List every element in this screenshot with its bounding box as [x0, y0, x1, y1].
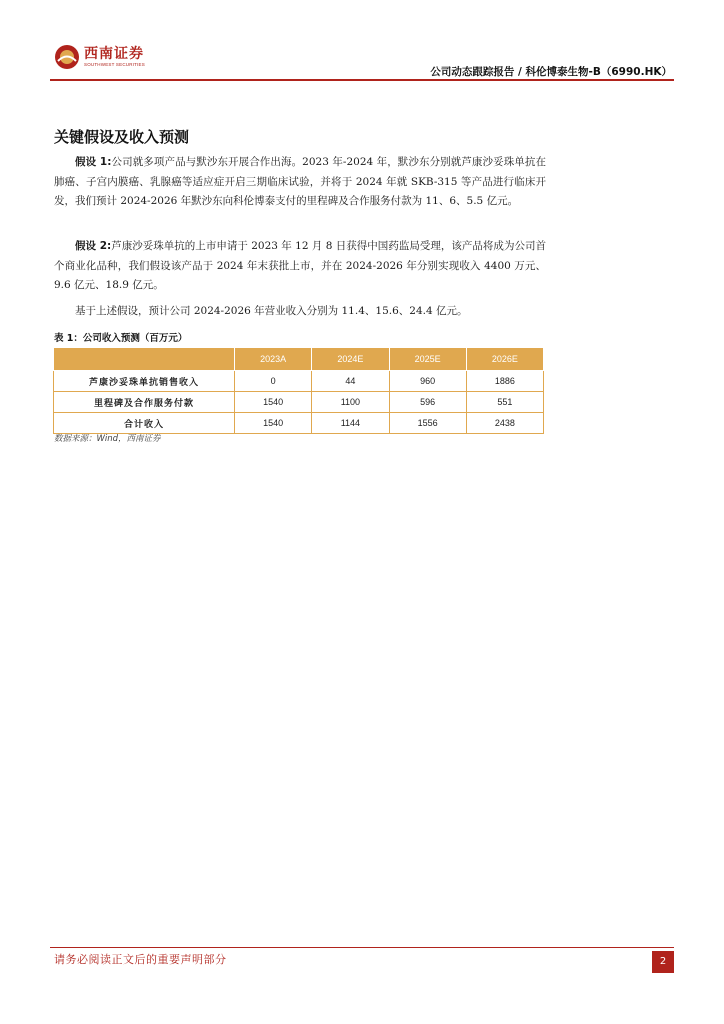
- assumption-1-text: 公司就多项产品与默沙东开展合作出海。2023 年-2024 年，默沙东分别就芦康沙妥珠单抗在肺癌、子宫内膜癌、乳腺癌等适应症开启三期临床试验，并将于 2024 年就 SKB-315 等产品进行临床开发，我们预计 2024-2026 年默沙东向科伦博泰支付的里程碑及合作服务付款为 11、6、5.5 亿元。: [54, 156, 546, 207]
- row-label: 合计收入: [54, 413, 235, 434]
- table-header-cell: 2025E: [389, 348, 466, 371]
- table-row: [54, 371, 544, 392]
- assumption-1-paragraph: [54, 153, 546, 212]
- header-divider: [50, 79, 674, 81]
- data-source-note: 数据来源：Wind，西南证券: [54, 434, 161, 444]
- row-label: 芦康沙妥珠单抗销售收入: [54, 371, 235, 392]
- table-cell: 596: [389, 392, 466, 413]
- table-cell: 551: [466, 392, 543, 413]
- row-label: 里程碑及合作服务付款: [54, 392, 235, 413]
- logo-chinese-name: 西南证券: [84, 46, 144, 62]
- table-cell: 1144: [312, 413, 389, 434]
- table-row: [54, 392, 544, 413]
- table-header-cell: 2024E: [312, 348, 389, 371]
- table-cell: 1100: [312, 392, 389, 413]
- table-cell: 1540: [235, 413, 312, 434]
- section-heading: 关键假设及收入预测: [54, 128, 190, 146]
- report-header-title: 公司动态跟踪报告 / 科伦博泰生物-B（6990.HK）: [430, 66, 672, 78]
- page-number: 2: [652, 951, 674, 973]
- table-cell: 1540: [235, 392, 312, 413]
- logo-english-name: SOUTHWEST SECURITIES: [84, 62, 145, 67]
- table-cell: 1886: [466, 371, 543, 392]
- logo-emblem-icon: [54, 44, 80, 70]
- table-row: [54, 413, 544, 434]
- assumption-2-label: 假设 2:: [75, 240, 112, 252]
- revenue-forecast-table: [53, 347, 544, 434]
- table-cell: 1556: [389, 413, 466, 434]
- table-header-cell: [54, 348, 235, 371]
- assumption-1-label: 假设 1:: [75, 156, 112, 168]
- company-logo: [54, 44, 145, 70]
- footer-divider: [50, 947, 674, 948]
- table-cell: 44: [312, 371, 389, 392]
- table-cell: 0: [235, 371, 312, 392]
- footer-disclaimer: 请务必阅读正文后的重要声明部分: [54, 953, 227, 966]
- table-header-cell: 2026E: [466, 348, 543, 371]
- assumption-2-text: 芦康沙妥珠单抗的上市申请于 2023 年 12 月 8 日获得中国药监局受理，该产品将成为公司首个商业化品种，我们假设该产品于 2024 年末获批上市，并在 2024-2026 年分别实现收入 4400 万元、9.6 亿元、18.9 亿元。: [54, 240, 546, 291]
- revenue-forecast-paragraph: 基于上述假设，预计公司 2024-2026 年营业收入分别为 11.4、15.6、24.4 亿元。: [75, 305, 468, 317]
- assumption-2-paragraph: [54, 237, 546, 296]
- table-cell: 2438: [466, 413, 543, 434]
- table-caption: 表 1：公司收入预测（百万元）: [54, 333, 188, 344]
- table-header-cell: 2023A: [235, 348, 312, 371]
- table-header-row: [54, 348, 544, 371]
- table-cell: 960: [389, 371, 466, 392]
